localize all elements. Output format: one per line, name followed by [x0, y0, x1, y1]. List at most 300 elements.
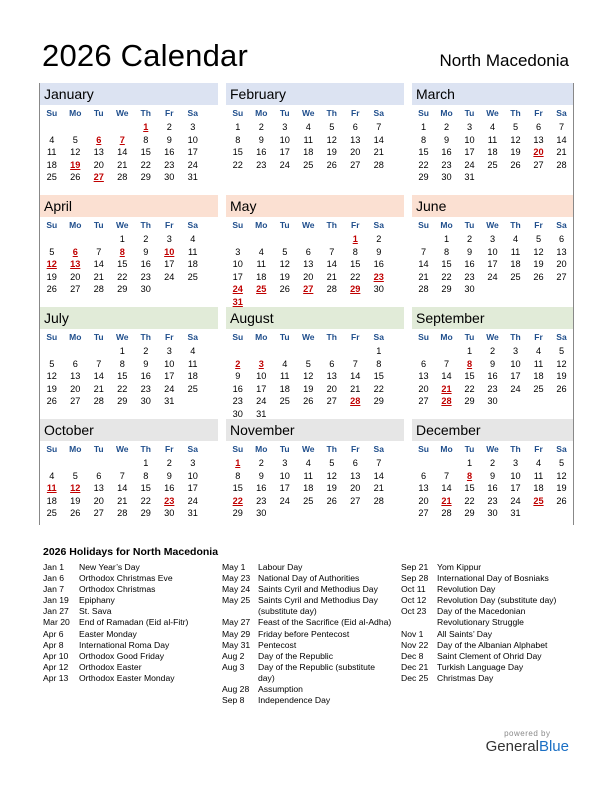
day-cell: 18 — [533, 483, 544, 494]
holiday-date: Aug 3 — [222, 661, 245, 672]
day-names-row — [412, 441, 573, 457]
day-cell: 5 — [282, 246, 288, 257]
holiday-entry — [222, 584, 394, 595]
month-name: June — [412, 195, 573, 217]
day-cell: 26 — [533, 271, 544, 282]
day-cell: 12 — [510, 134, 521, 145]
day-name: Fr — [351, 444, 360, 454]
day-name: Fr — [534, 220, 543, 230]
day-cell: 28 — [93, 396, 104, 407]
day-cell: 17 — [279, 483, 290, 494]
holiday-date: Jan 1 — [43, 562, 65, 572]
day-name: Mo — [255, 444, 268, 454]
day-name: Mo — [440, 332, 453, 342]
day-cell: 28 — [93, 284, 104, 295]
day-cell: 12 — [70, 147, 81, 158]
day-cell: 17 — [232, 271, 243, 282]
day-cell — [527, 283, 550, 296]
month-june — [412, 195, 573, 307]
month-name: May — [226, 195, 404, 217]
holiday-date: Jan 6 — [43, 573, 65, 584]
holiday-entry — [401, 629, 576, 640]
day-cell: 4 — [49, 470, 55, 481]
day-cell: 14 — [418, 259, 429, 270]
holiday-date: May 23 — [222, 573, 251, 584]
holiday-entry — [401, 562, 576, 573]
holiday-day-cell: 6 — [72, 246, 78, 257]
day-cell: 28 — [418, 284, 429, 295]
holiday-date: Sep 21 — [401, 562, 429, 572]
holiday-day-cell: 23 — [373, 271, 384, 282]
day-cell: 24 — [464, 159, 475, 170]
week-row — [226, 246, 404, 259]
day-cell: 5 — [535, 234, 542, 244]
day-names-row — [226, 329, 404, 345]
day-cell: 6 — [535, 122, 542, 132]
day-cell: 6 — [329, 358, 335, 369]
day-cell: 14 — [93, 259, 104, 270]
day-cell: 30 — [487, 396, 498, 407]
day-cell: 11 — [533, 470, 544, 481]
day-cell: 9 — [166, 134, 172, 145]
day-cell: 17 — [256, 383, 267, 394]
day-cell: 20 — [303, 271, 314, 282]
day-cell: 12 — [303, 371, 314, 382]
holiday-name: Revolution Day (substitute day) — [437, 595, 557, 606]
day-name: We — [115, 332, 129, 342]
day-cell: 8 — [420, 134, 427, 145]
day-cell — [40, 121, 64, 134]
day-cell: 21 — [556, 147, 567, 158]
month-december — [412, 419, 573, 531]
brand-blue: Blue — [538, 738, 569, 755]
day-name: We — [115, 444, 129, 454]
day-cell: 8 — [443, 246, 450, 257]
day-cell: 1 — [143, 458, 149, 468]
day-cell: 17 — [187, 483, 198, 494]
week-row — [40, 395, 218, 408]
day-name: Sa — [556, 332, 567, 342]
holiday-date: May 24 — [222, 584, 251, 595]
holiday-day-cell: 22 — [232, 495, 243, 506]
holiday-day-cell: 24 — [232, 284, 243, 295]
day-cell: 27 — [326, 396, 337, 407]
holiday-date: Jan 7 — [43, 584, 65, 595]
day-cell: 18 — [279, 383, 290, 394]
day-cell: 16 — [140, 259, 151, 270]
day-cell: 12 — [533, 246, 544, 257]
day-cell: 28 — [326, 284, 337, 295]
day-cell: 5 — [558, 346, 565, 356]
day-cell: 1 — [235, 122, 241, 132]
day-cell: 10 — [164, 358, 175, 369]
week-row — [412, 246, 573, 259]
day-cell: 28 — [556, 159, 567, 170]
day-cell: 17 — [187, 147, 198, 158]
week-row — [226, 271, 404, 284]
powered-by-text: powered by — [504, 729, 551, 738]
holiday-date: Oct 23 — [401, 606, 427, 617]
day-cell: 26 — [46, 284, 57, 295]
day-cell: 2 — [376, 234, 382, 244]
day-cell — [273, 507, 297, 520]
day-cell: 16 — [164, 147, 175, 158]
holiday-name: Saints Cyril and Methodius Day — [258, 584, 378, 595]
day-cell: 19 — [326, 147, 337, 158]
day-name: Tu — [93, 220, 104, 230]
day-cell: 30 — [464, 284, 475, 295]
week-row — [412, 383, 573, 396]
week-row — [40, 146, 218, 159]
day-cell: 5 — [49, 358, 55, 369]
day-name: Fr — [534, 444, 543, 454]
day-cell — [226, 233, 250, 246]
day-cell: 25 — [303, 495, 314, 506]
holiday-entry — [401, 640, 576, 651]
day-cell: 2 — [166, 122, 172, 132]
week-row — [412, 271, 573, 284]
day-cell — [64, 233, 88, 246]
day-cell: 15 — [418, 147, 429, 158]
day-cell: 4 — [190, 346, 196, 356]
day-cell: 4 — [512, 234, 519, 244]
day-cell: 1 — [376, 346, 382, 356]
day-cell: 6 — [558, 234, 565, 244]
day-cell: 25 — [46, 508, 57, 519]
day-cell: 29 — [464, 396, 475, 407]
holiday-name: Christmas Day — [437, 672, 494, 683]
holiday-entry — [222, 617, 394, 628]
day-name: Sa — [187, 444, 198, 454]
day-cell: 18 — [46, 495, 57, 506]
day-cell — [273, 233, 297, 246]
day-cell: 8 — [352, 246, 358, 257]
day-cell: 9 — [143, 358, 149, 369]
day-cell: 2 — [258, 458, 264, 468]
holiday-day-cell: 3 — [258, 358, 264, 369]
day-cell: 29 — [117, 284, 128, 295]
day-cell: 7 — [443, 358, 450, 369]
day-cell: 11 — [187, 358, 198, 369]
holiday-name: Saints Cyril and Methodius Day (substitute day) — [258, 595, 378, 617]
day-cell: 30 — [164, 508, 175, 519]
calendar-grid — [39, 83, 574, 525]
brand-logo — [486, 729, 569, 755]
day-cell: 26 — [303, 396, 314, 407]
day-cell: 14 — [117, 483, 128, 494]
holiday-name: Orthodox Christmas Eve — [79, 573, 173, 584]
week-row — [226, 146, 404, 159]
day-cell: 27 — [93, 508, 104, 519]
day-names-row — [412, 329, 573, 345]
day-cell — [412, 457, 435, 470]
holiday-entry — [43, 562, 215, 573]
day-name: We — [301, 332, 315, 342]
holiday-name: Feast of the Sacrifice (Eid al-Adha) — [258, 617, 392, 628]
day-cell: 5 — [72, 134, 78, 145]
day-name: Th — [510, 108, 521, 118]
day-cell: 24 — [164, 383, 175, 394]
day-cell: 20 — [350, 483, 361, 494]
month-april — [40, 195, 218, 307]
day-cell: 15 — [464, 483, 475, 494]
holiday-day-cell: 28 — [441, 396, 452, 407]
day-names-row — [412, 105, 573, 121]
day-cell: 16 — [441, 147, 452, 158]
week-row — [412, 507, 573, 520]
day-cell: 9 — [466, 246, 473, 257]
holiday-name: St. Sava — [79, 606, 112, 617]
day-cell: 1 — [466, 346, 473, 356]
week-row — [40, 457, 218, 470]
holiday-entry — [43, 662, 215, 673]
holiday-day-cell: 2 — [235, 358, 241, 369]
month-name: September — [412, 307, 573, 329]
day-cell: 19 — [533, 259, 544, 270]
day-cell: 30 — [441, 172, 452, 183]
day-cell: 11 — [256, 259, 267, 270]
day-cell: 31 — [256, 408, 267, 419]
day-name: Mo — [69, 220, 82, 230]
day-cell: 17 — [279, 147, 290, 158]
day-cell: 17 — [510, 371, 521, 382]
day-cell: 29 — [441, 284, 452, 295]
holiday-date: Nov 22 — [401, 639, 429, 650]
day-cell: 3 — [190, 122, 196, 132]
day-name: Su — [232, 220, 244, 230]
holiday-entry — [43, 673, 215, 684]
holiday-entry — [43, 573, 215, 584]
day-cell: 9 — [235, 371, 241, 382]
day-cell: 22 — [232, 159, 243, 170]
day-cell: 9 — [258, 134, 264, 145]
day-name: Su — [232, 444, 244, 454]
holiday-entry — [401, 595, 576, 606]
week-row — [40, 383, 218, 396]
day-cell: 20 — [93, 159, 104, 170]
week-row — [40, 159, 218, 172]
day-cell: 31 — [187, 508, 198, 519]
day-cell: 30 — [164, 172, 175, 183]
week-row — [40, 358, 218, 371]
holiday-entry — [222, 595, 394, 617]
day-cell: 13 — [70, 371, 81, 382]
day-cell: 18 — [533, 371, 544, 382]
day-cell: 13 — [93, 483, 104, 494]
day-cell: 4 — [258, 246, 264, 257]
day-name: Tu — [279, 444, 290, 454]
holiday-name: International Roma Day — [79, 639, 170, 650]
day-cell: 7 — [376, 458, 382, 468]
day-names-row — [40, 329, 218, 345]
week-row — [226, 370, 404, 383]
day-name: We — [486, 332, 499, 342]
holiday-name: New Year’s Day — [79, 562, 140, 572]
day-cell: 10 — [279, 470, 290, 481]
day-cell — [181, 395, 205, 408]
holiday-date: Mar 20 — [43, 617, 70, 628]
day-cell: 25 — [487, 159, 498, 170]
brand-name — [486, 738, 569, 755]
day-name: Mo — [255, 332, 268, 342]
day-cell — [320, 233, 344, 246]
day-cell: 17 — [464, 147, 475, 158]
holiday-day-cell: 10 — [164, 246, 175, 257]
month-july — [40, 307, 218, 419]
day-cell: 11 — [279, 371, 290, 382]
day-cell: 31 — [464, 172, 475, 183]
day-cell: 13 — [350, 470, 361, 481]
week-row — [412, 258, 573, 271]
holiday-entry — [222, 573, 394, 584]
holiday-entry — [222, 651, 394, 662]
day-cell — [87, 233, 111, 246]
day-cell: 25 — [510, 271, 521, 282]
week-row — [40, 345, 218, 358]
day-cell: 8 — [235, 134, 241, 145]
day-cell: 19 — [326, 483, 337, 494]
week-row — [226, 495, 404, 508]
week-row — [40, 121, 218, 134]
day-name: Th — [510, 220, 521, 230]
week-row — [226, 283, 404, 296]
day-cell: 15 — [140, 483, 151, 494]
day-name: Tu — [93, 108, 104, 118]
day-cell: 22 — [117, 271, 128, 282]
day-cell: 19 — [556, 371, 567, 382]
day-cell — [250, 233, 274, 246]
holiday-date: Sep 28 — [401, 573, 429, 584]
day-cell: 16 — [464, 259, 475, 270]
day-cell: 14 — [93, 371, 104, 382]
month-name: January — [40, 83, 218, 105]
day-cell: 24 — [487, 271, 498, 282]
holiday-day-cell: 8 — [119, 246, 125, 257]
day-cell: 15 — [350, 259, 361, 270]
week-row — [412, 495, 573, 508]
month-february — [226, 83, 404, 195]
week-row — [226, 159, 404, 172]
day-name: We — [301, 108, 315, 118]
day-cell: 5 — [305, 358, 311, 369]
day-name: Th — [140, 332, 151, 342]
day-cell: 31 — [187, 172, 198, 183]
day-cell: 13 — [350, 134, 361, 145]
holiday-date: Oct 12 — [401, 595, 427, 606]
holiday-name: Epiphany — [79, 595, 115, 606]
day-cell: 10 — [487, 246, 498, 257]
holiday-entry — [43, 606, 215, 617]
day-cell: 9 — [443, 134, 450, 145]
day-name: Sa — [556, 108, 567, 118]
holiday-name: Orthodox Christmas — [79, 584, 156, 595]
day-cell: 12 — [279, 259, 290, 270]
day-cell: 27 — [350, 159, 361, 170]
day-cell — [250, 345, 274, 358]
day-cell: 22 — [464, 383, 475, 394]
day-cell: 23 — [487, 495, 498, 506]
holiday-entry — [222, 640, 394, 651]
week-row — [412, 470, 573, 483]
holiday-day-cell: 1 — [235, 458, 241, 468]
holiday-column-1 — [43, 562, 215, 684]
day-cell: 8 — [143, 134, 149, 145]
day-cell: 4 — [305, 458, 311, 468]
holiday-date: Jan 27 — [43, 606, 69, 617]
day-cell: 9 — [489, 358, 496, 369]
day-cell: 29 — [117, 396, 128, 407]
day-cell: 17 — [487, 259, 498, 270]
day-cell: 6 — [420, 470, 427, 481]
day-cell: 16 — [232, 383, 243, 394]
day-cell: 26 — [279, 284, 290, 295]
day-cell: 15 — [464, 371, 475, 382]
holiday-entry — [222, 562, 394, 573]
day-cell: 23 — [441, 159, 452, 170]
day-cell — [40, 345, 64, 358]
day-cell: 21 — [93, 383, 104, 394]
day-cell: 23 — [487, 383, 498, 394]
holiday-entry — [401, 673, 576, 684]
holiday-date: Nov 1 — [401, 628, 424, 639]
day-name: Mo — [69, 444, 82, 454]
day-cell: 26 — [70, 172, 81, 183]
day-cell: 22 — [464, 495, 475, 506]
day-cell: 5 — [512, 122, 519, 132]
day-name: We — [486, 444, 499, 454]
holiday-entry — [401, 606, 576, 628]
day-cell: 11 — [510, 246, 521, 257]
day-cell — [550, 395, 573, 408]
holiday-date: May 25 — [222, 595, 251, 606]
day-cell: 15 — [232, 483, 243, 494]
holiday-day-cell: 19 — [70, 159, 81, 170]
holidays-title: 2026 Holidays for North Macedonia — [43, 546, 219, 558]
holiday-name: Day of the Macedonian Revolutionary Struggle — [437, 606, 526, 628]
day-cell — [111, 457, 135, 470]
week-row — [226, 358, 404, 371]
day-cell: 2 — [166, 458, 172, 468]
day-cell: 3 — [282, 122, 288, 132]
holiday-entry — [43, 640, 215, 651]
holiday-entry — [43, 617, 215, 628]
week-row — [40, 283, 218, 296]
day-cell: 24 — [187, 159, 198, 170]
day-cell: 23 — [256, 159, 267, 170]
day-cell: 3 — [512, 458, 519, 468]
day-cell: 3 — [166, 234, 172, 244]
day-cell: 3 — [466, 122, 473, 132]
day-cell: 4 — [535, 346, 542, 356]
day-name: Fr — [165, 220, 174, 230]
week-row — [412, 370, 573, 383]
day-name: Fr — [165, 108, 174, 118]
holiday-day-cell: 23 — [164, 495, 175, 506]
day-cell: 1 — [466, 458, 473, 468]
day-cell: 25 — [187, 271, 198, 282]
day-name: Su — [232, 332, 244, 342]
day-name: Fr — [534, 332, 543, 342]
day-name: Th — [326, 108, 337, 118]
day-cell: 12 — [326, 470, 337, 481]
month-january — [40, 83, 218, 195]
holiday-date: Aug 2 — [222, 650, 245, 661]
day-cell: 24 — [510, 383, 521, 394]
day-cell: 13 — [556, 246, 567, 257]
holiday-day-cell: 21 — [441, 495, 452, 506]
day-cell: 1 — [443, 234, 450, 244]
week-row — [226, 470, 404, 483]
